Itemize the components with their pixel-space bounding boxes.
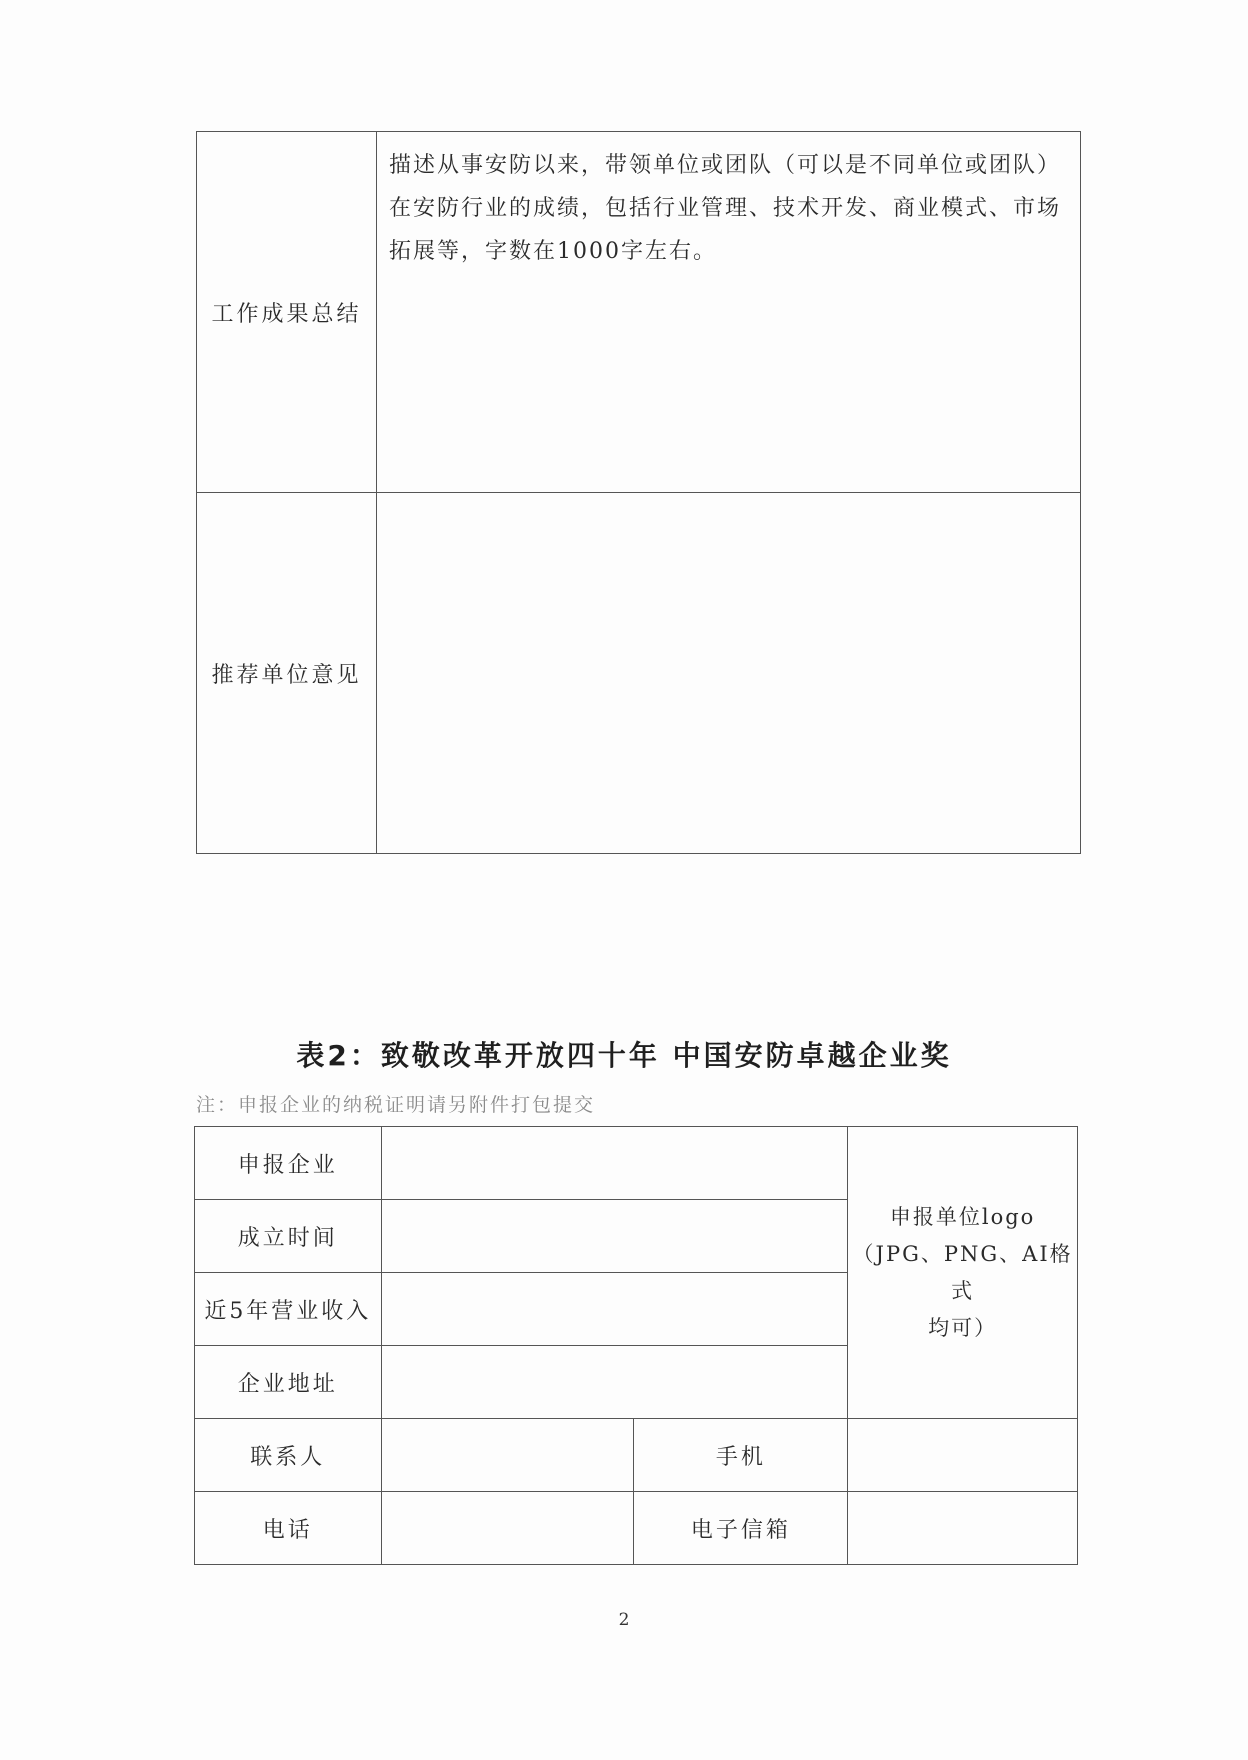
- work-summary-label: 工作成果总结: [197, 132, 377, 493]
- address-field[interactable]: [381, 1346, 848, 1419]
- table-row: [195, 1127, 1078, 1200]
- address-label: 企业地址: [195, 1346, 382, 1419]
- founded-label: 成立时间: [195, 1200, 382, 1273]
- work-summary-field[interactable]: 描述从事安防以来，带领单位或团队（可以是不同单位或团队）在安防行业的成绩，包括行业管理、技术开发、商业模式、市场拓展等，字数在1000字左右。: [377, 132, 1081, 493]
- table-row: [197, 493, 1081, 854]
- phone-label: 电话: [195, 1492, 382, 1565]
- contact-label: 联系人: [195, 1419, 382, 1492]
- founded-field[interactable]: [381, 1200, 848, 1273]
- email-label: 电子信箱: [634, 1492, 848, 1565]
- table-row: [195, 1419, 1078, 1492]
- revenue-label: 近5年营业收入: [195, 1273, 382, 1346]
- logo-upload-area[interactable]: [848, 1127, 1078, 1419]
- table2-note: 注：申报企业的纳税证明请另附件打包提交: [196, 1094, 596, 1116]
- mobile-label: 手机: [634, 1419, 848, 1492]
- table-row: [197, 132, 1081, 493]
- mobile-field[interactable]: [848, 1419, 1078, 1492]
- phone-field[interactable]: [381, 1492, 634, 1565]
- logo-label: 申报单位logo: [889, 1204, 1036, 1229]
- revenue-field[interactable]: [381, 1273, 848, 1346]
- table-row: [195, 1492, 1078, 1565]
- email-field[interactable]: [848, 1492, 1078, 1565]
- logo-format-hint-end: 均可）: [928, 1315, 998, 1340]
- enterprise-award-table: [194, 1126, 1078, 1565]
- personal-award-table-continued: [196, 131, 1081, 854]
- logo-format-hint: （JPG、PNG、AI格式: [852, 1241, 1073, 1303]
- company-field[interactable]: [381, 1127, 848, 1200]
- contact-field[interactable]: [381, 1419, 634, 1492]
- company-label: 申报企业: [195, 1127, 382, 1200]
- recommender-opinion-field[interactable]: [377, 493, 1081, 854]
- table2-title: 表2：致敬改革开放四十年 中国安防卓越企业奖: [296, 1039, 952, 1072]
- recommender-opinion-label: 推荐单位意见: [197, 493, 377, 854]
- page-number: 2: [618, 1610, 630, 1630]
